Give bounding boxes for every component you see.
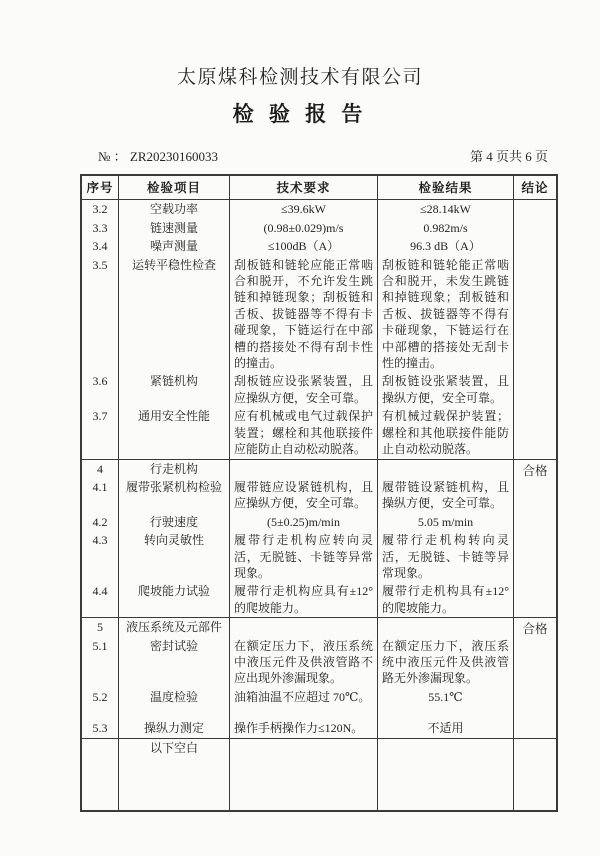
tech-cell bbox=[230, 739, 378, 810]
table-row bbox=[82, 637, 514, 688]
report-meta bbox=[80, 146, 558, 165]
section-rows bbox=[82, 739, 514, 810]
table-row bbox=[82, 237, 514, 255]
seq-cell: 4.4 bbox=[82, 582, 119, 617]
section-rows bbox=[82, 200, 514, 458]
seq-cell: 3.5 bbox=[82, 256, 119, 373]
tech-cell: 油箱油温不应超过 70℃。 bbox=[230, 688, 378, 719]
result-cell bbox=[378, 460, 514, 478]
seq-cell: 5.2 bbox=[82, 688, 119, 719]
result-cell: 不适用 bbox=[378, 719, 514, 737]
result-cell: 有机械过载保护装置；螺栓和其他联接件能防止自动松动脱落。 bbox=[378, 407, 514, 458]
table-row bbox=[82, 460, 514, 478]
table-row bbox=[82, 200, 514, 218]
table-row bbox=[82, 478, 514, 513]
result-cell: 刮板链设张紧装置，且操纵方便，安全可靠。 bbox=[378, 372, 514, 407]
result-cell: 在额定压力下，液压系统中液压元件及供液管路无外渗漏现象。 bbox=[378, 637, 514, 688]
column-header-result: 检验结果 bbox=[378, 176, 514, 199]
seq-cell: 5 bbox=[82, 618, 119, 636]
seq-cell: 5.1 bbox=[82, 637, 119, 688]
result-cell bbox=[378, 739, 514, 810]
table-section bbox=[82, 738, 556, 810]
item-cell: 行走机构 bbox=[119, 460, 230, 478]
page-indicator: 第 4 页共 6 页 bbox=[469, 149, 548, 164]
table-row bbox=[82, 407, 514, 458]
item-cell: 温度检验 bbox=[119, 688, 230, 719]
table-row bbox=[82, 618, 514, 636]
item-cell: 爬坡能力试验 bbox=[119, 582, 230, 617]
result-cell: 5.05 m/min bbox=[378, 513, 514, 531]
seq-cell: 3.3 bbox=[82, 219, 119, 237]
tech-cell bbox=[230, 618, 378, 636]
seq-cell: 3.7 bbox=[82, 407, 119, 458]
report-title: 检 验 报 告 bbox=[232, 102, 368, 126]
conclusion-cell bbox=[514, 739, 556, 810]
item-cell: 以下空白 bbox=[119, 739, 230, 810]
item-cell: 通用安全性能 bbox=[119, 407, 230, 458]
seq-cell: 3.4 bbox=[82, 237, 119, 255]
seq-cell bbox=[82, 739, 119, 810]
item-cell: 运转平稳性检查 bbox=[119, 256, 230, 373]
table-row bbox=[82, 739, 514, 810]
item-cell: 液压系统及元部件 bbox=[119, 618, 230, 636]
table-header-row bbox=[82, 176, 556, 200]
column-header-conclusion: 结论 bbox=[521, 181, 549, 195]
seq-cell: 4 bbox=[82, 460, 119, 478]
result-cell: 55.1℃ bbox=[378, 688, 514, 719]
tech-cell: 刮板链和链轮应能正常啮合和脱开，不允许发生跳链和掉链现象；刮板链和舌板、拔链器等不得有卡碰现象，下链运行在中部槽的搭接处不得有刮卡性的撞击。 bbox=[230, 256, 378, 373]
company-name: 太原煤科检测技术有限公司 bbox=[176, 67, 423, 88]
result-cell: 刮板链和链轮能正常啮合和脱开，未发生跳链和掉链现象；刮板链和舌板、拔链器等不得有卡碰现象，下链运行在中部槽的搭接处无刮卡性的撞击。 bbox=[378, 256, 514, 373]
table-row bbox=[82, 719, 514, 737]
tech-cell: 履带行走机构应转向灵活，无脱链、卡链等异常现象。 bbox=[230, 531, 378, 582]
tech-cell: ≤100dB（A） bbox=[230, 237, 378, 255]
inspection-table bbox=[80, 174, 558, 812]
result-cell: 0.982m/s bbox=[378, 219, 514, 237]
result-cell: 履带行走机构具有±12°的爬坡能力。 bbox=[378, 582, 514, 617]
item-cell: 转向灵敏性 bbox=[119, 531, 230, 582]
tech-cell: (0.98±0.029)m/s bbox=[230, 219, 378, 237]
seq-cell: 4.1 bbox=[82, 478, 119, 513]
item-cell: 密封试验 bbox=[119, 637, 230, 688]
conclusion-cell bbox=[514, 200, 556, 458]
item-cell: 操纵力测定 bbox=[119, 719, 230, 737]
seq-cell: 3.2 bbox=[82, 200, 119, 218]
item-cell: 空载功率 bbox=[119, 200, 230, 218]
result-cell: 96.3 dB（A） bbox=[378, 237, 514, 255]
tech-cell: 操作手柄操作力≤120N。 bbox=[230, 719, 378, 737]
tech-cell: 刮板链应设张紧装置，且应操纵方便，安全可靠。 bbox=[230, 372, 378, 407]
table-row bbox=[82, 582, 514, 617]
item-cell: 履带张紧机构检验 bbox=[119, 478, 230, 513]
item-cell: 行驶速度 bbox=[119, 513, 230, 531]
table-row bbox=[82, 256, 514, 373]
tech-cell: 在额定压力下，液压系统中液压元件及供液管路不应出现外渗漏现象。 bbox=[230, 637, 378, 688]
item-cell: 噪声测量 bbox=[119, 237, 230, 255]
conclusion-cell: 合格 bbox=[522, 463, 548, 478]
table-section bbox=[82, 617, 556, 737]
tech-cell: 履带链应设紧链机构，且应操纵方便，安全可靠。 bbox=[230, 478, 378, 513]
seq-cell: 5.3 bbox=[82, 719, 119, 737]
section-rows bbox=[82, 618, 514, 737]
tech-cell: (5±0.25)m/min bbox=[230, 513, 378, 531]
item-cell: 链速测量 bbox=[119, 219, 230, 237]
tech-cell: ≤39.6kW bbox=[230, 200, 378, 218]
table-row bbox=[82, 513, 514, 531]
report-number-label: № ： bbox=[98, 149, 127, 164]
tech-cell: 履带行走机构应具有±12°的爬坡能力。 bbox=[230, 582, 378, 617]
column-header-requirement: 技术要求 bbox=[230, 176, 378, 199]
result-cell: 履带行走机构转向灵活，无脱链、卡链等异常现象。 bbox=[378, 531, 514, 582]
table-row bbox=[82, 372, 514, 407]
table-section bbox=[82, 200, 556, 458]
column-header-item: 检验项目 bbox=[119, 176, 230, 199]
section-rows bbox=[82, 460, 514, 618]
report-number-value: ZR20230160033 bbox=[129, 149, 219, 164]
tech-cell bbox=[230, 460, 378, 478]
result-cell bbox=[378, 618, 514, 636]
tech-cell: 应有机械或电气过载保护装置；螺栓和其他联接件应能防止自动松动脱落。 bbox=[230, 407, 378, 458]
seq-cell: 4.3 bbox=[82, 531, 119, 582]
table-row bbox=[82, 531, 514, 582]
result-cell: ≤28.14kW bbox=[378, 200, 514, 218]
seq-cell: 4.2 bbox=[82, 513, 119, 531]
seq-cell: 3.6 bbox=[82, 372, 119, 407]
conclusion-cell: 合格 bbox=[522, 622, 548, 637]
table-section bbox=[82, 459, 556, 618]
item-cell: 紧链机构 bbox=[119, 372, 230, 407]
table-row bbox=[82, 219, 514, 237]
result-cell: 履带链设紧链机构，且操纵方便，安全可靠。 bbox=[378, 478, 514, 513]
table-row bbox=[82, 688, 514, 719]
column-header-seq: 序号 bbox=[82, 176, 119, 199]
table-body bbox=[82, 200, 556, 809]
report-number bbox=[98, 146, 218, 165]
